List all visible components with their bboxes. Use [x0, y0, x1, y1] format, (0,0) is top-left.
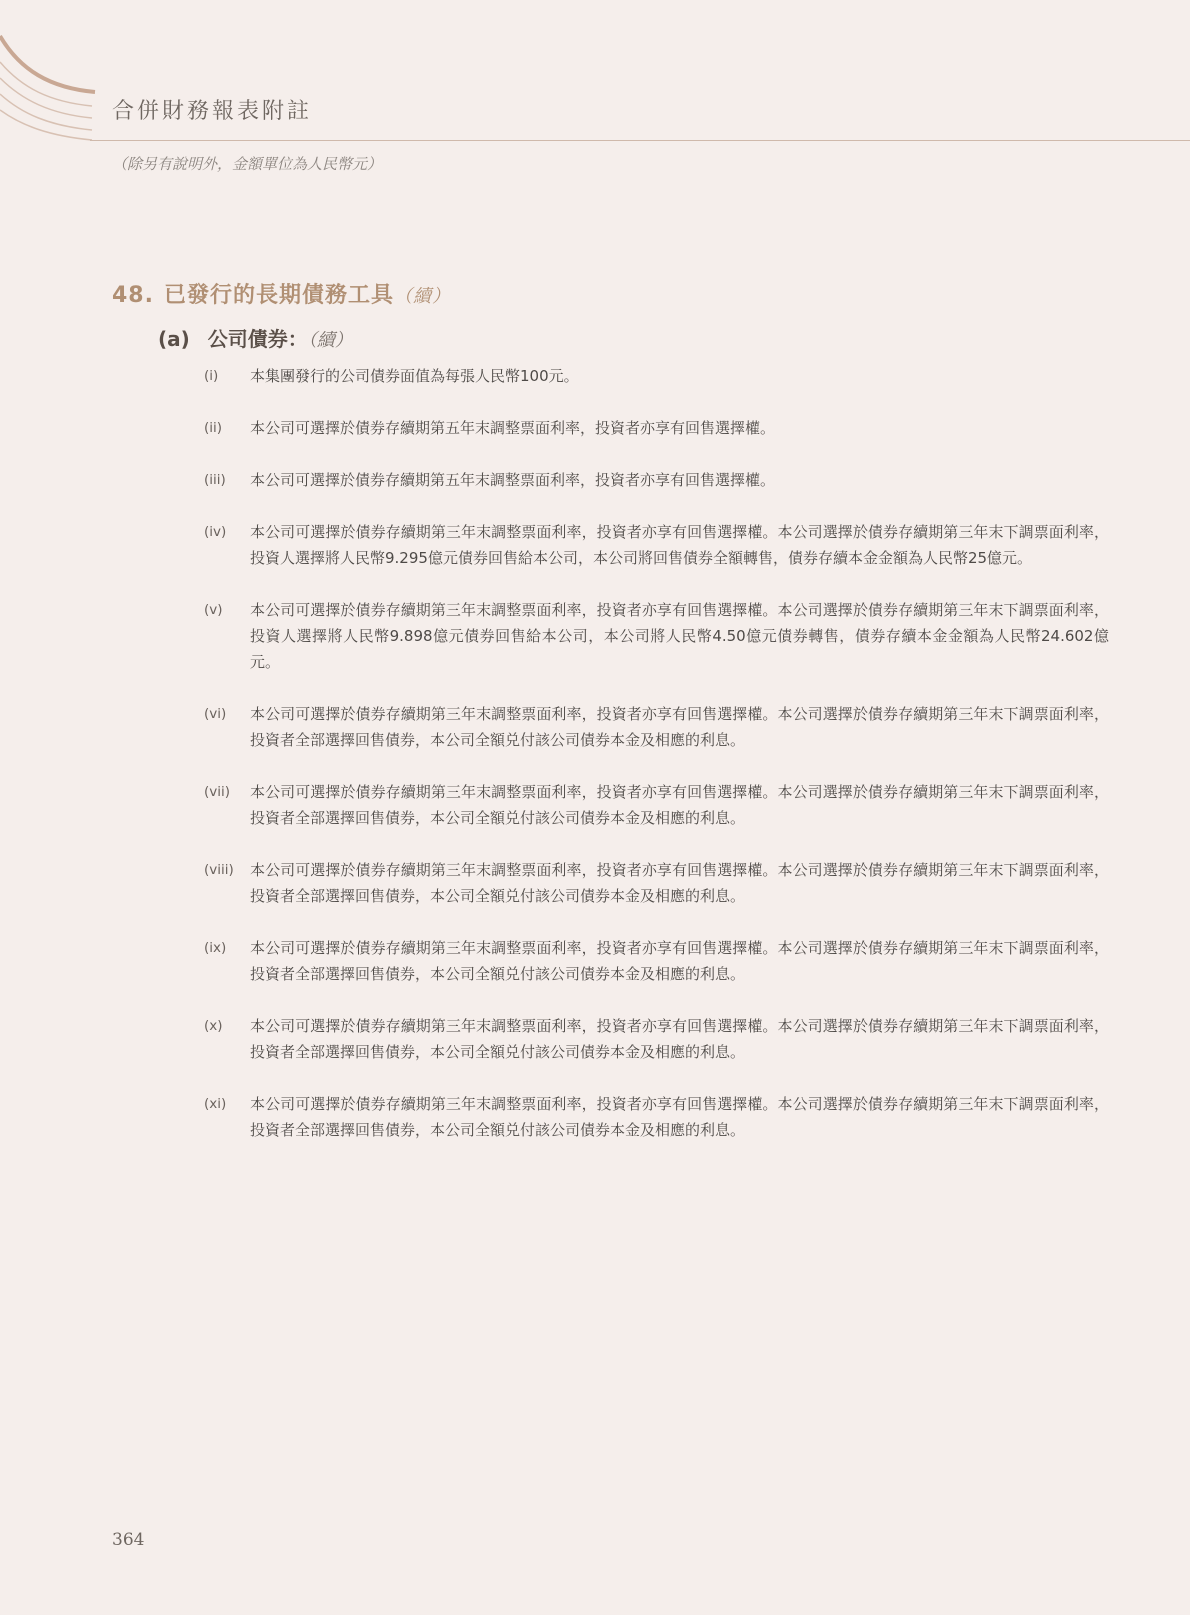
section-heading [112, 278, 451, 309]
item-marker: (iii) [204, 472, 226, 488]
header-arc-decoration [0, 0, 110, 145]
item-text: 本集團發行的公司債券面值為每張人民幣100元。 [250, 367, 579, 385]
list-item [204, 519, 1109, 571]
item-marker: (x) [204, 1018, 223, 1034]
section-continued: （續） [394, 286, 451, 307]
item-text: 本公司可選擇於債券存續期第三年末調整票面利率，投資者亦享有回售選擇權。本公司選擇於債券存續期第三年末下調票面利率，投資人選擇將人民幣9.898億元債券回售給本公司，本公司將人民幣4.50億元債券轉售，債券存續本金金額為人民幣24.602億元。 [250, 601, 1109, 671]
item-text: 本公司可選擇於債券存續期第三年末調整票面利率，投資者亦享有回售選擇權。本公司選擇於債券存續期第三年末下調票面利率，投資者全部選擇回售債券，本公司全額兑付該公司債券本金及相應的利息。 [250, 1095, 1109, 1139]
item-marker: (vi) [204, 706, 227, 722]
item-marker: (ii) [204, 420, 223, 436]
list-item [204, 701, 1109, 753]
subsection-heading [158, 323, 353, 352]
list-item [204, 1091, 1109, 1143]
item-marker: (ix) [204, 940, 227, 956]
subsection-continued: （續） [307, 330, 353, 351]
list-item [204, 779, 1109, 831]
subsection-title: 公司債券： [207, 327, 308, 351]
item-text: 本公司可選擇於債券存續期第三年末調整票面利率，投資者亦享有回售選擇權。本公司選擇於債券存續期第三年末下調票面利率，投資者全部選擇回售債券，本公司全額兑付該公司債券本金及相應的利息。 [250, 1017, 1109, 1061]
item-marker: (i) [204, 368, 219, 384]
list-item [204, 1013, 1109, 1065]
page-number: 364 [112, 1530, 145, 1550]
item-text: 本公司可選擇於債券存續期第三年末調整票面利率，投資者亦享有回售選擇權。本公司選擇於債券存續期第三年末下調票面利率，投資者全部選擇回售債券，本公司全額兑付該公司債券本金及相應的利息。 [250, 705, 1109, 749]
item-text: 本公司可選擇於債券存續期第三年末調整票面利率，投資者亦享有回售選擇權。本公司選擇於債券存續期第三年末下調票面利率，投資者全部選擇回售債券，本公司全額兑付該公司債券本金及相應的利息。 [250, 783, 1109, 827]
list-item [204, 597, 1109, 675]
section-number: 48. [112, 283, 154, 308]
list-item [204, 363, 1109, 389]
item-text: 本公司可選擇於債券存續期第五年末調整票面利率，投資者亦享有回售選擇權。 [250, 471, 776, 489]
item-marker: (xi) [204, 1096, 227, 1112]
header-divider [90, 140, 1190, 141]
item-marker: (iv) [204, 524, 227, 540]
item-text: 本公司可選擇於債券存續期第五年末調整票面利率，投資者亦享有回售選擇權。 [250, 419, 776, 437]
item-marker: (vii) [204, 784, 231, 800]
item-marker: (viii) [204, 862, 234, 878]
unit-note: （除另有說明外，金額單位為人民幣元） [112, 155, 383, 173]
section-title: 已發行的長期債務工具 [163, 283, 394, 308]
item-text: 本公司可選擇於債券存續期第三年末調整票面利率，投資者亦享有回售選擇權。本公司選擇於債券存續期第三年末下調票面利率，投資人選擇將人民幣9.295億元債券回售給本公司，本公司將回售債券全額轉售，債券存續本金金額為人民幣25億元。 [250, 523, 1109, 567]
list-item [204, 857, 1109, 909]
subsection-label: (a) [158, 327, 190, 351]
page-header-title: 合併財務報表附註 [112, 99, 313, 124]
item-text: 本公司可選擇於債券存續期第三年末調整票面利率，投資者亦享有回售選擇權。本公司選擇於債券存續期第三年末下調票面利率，投資者全部選擇回售債券，本公司全額兑付該公司債券本金及相應的利息。 [250, 939, 1109, 983]
list-item [204, 935, 1109, 987]
list-item [204, 467, 1109, 493]
item-text: 本公司可選擇於債券存續期第三年末調整票面利率，投資者亦享有回售選擇權。本公司選擇於債券存續期第三年末下調票面利率，投資者全部選擇回售債券，本公司全額兑付該公司債券本金及相應的利息。 [250, 861, 1109, 905]
list-item [204, 415, 1109, 441]
item-marker: (v) [204, 602, 223, 618]
note-list [204, 363, 1109, 1143]
